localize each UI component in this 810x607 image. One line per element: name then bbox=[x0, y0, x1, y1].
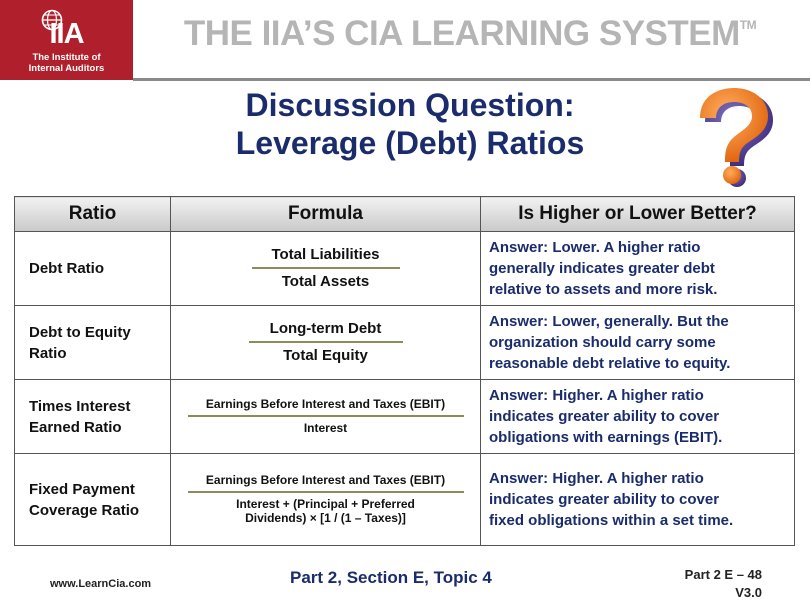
denominator-line: Dividends) × [1 / (1 – Taxes)] bbox=[245, 510, 406, 525]
page-number: Part 2 E – 48 bbox=[684, 567, 762, 582]
slide-title bbox=[150, 86, 670, 162]
formula-times-interest-earned bbox=[171, 380, 481, 454]
fraction-bar bbox=[249, 341, 403, 343]
answer-line: organization should carry some bbox=[489, 334, 716, 351]
answer-line: obligations with earnings (EBIT). bbox=[489, 429, 723, 446]
version: V3.0 bbox=[735, 585, 762, 600]
answer-line: generally indicates greater debt bbox=[489, 260, 715, 277]
answer-line: reasonable debt relative to equity. bbox=[489, 355, 731, 372]
ratio-name-line: Ratio bbox=[29, 344, 67, 362]
denominator: Total Equity bbox=[283, 347, 368, 364]
fraction-bar bbox=[188, 415, 464, 417]
logo-line-2: Internal Auditors bbox=[28, 63, 105, 74]
header-ratio: Ratio bbox=[15, 197, 171, 232]
answer-fixed-payment-coverage bbox=[481, 454, 795, 546]
ratio-name-line: Fixed Payment bbox=[29, 480, 135, 498]
answer-line: Answer: Lower. A higher ratio bbox=[489, 239, 701, 256]
answer-debt-to-equity bbox=[481, 306, 795, 380]
fraction bbox=[188, 473, 464, 525]
header-rule bbox=[133, 78, 810, 81]
ratio-name-line: Earned Ratio bbox=[29, 418, 122, 436]
formula-debt-to-equity bbox=[171, 306, 481, 380]
fraction bbox=[188, 397, 464, 435]
ratio-name-line: Coverage Ratio bbox=[29, 501, 140, 519]
table-row bbox=[15, 232, 795, 306]
table-header-row bbox=[15, 197, 795, 232]
header-formula: Formula bbox=[171, 197, 481, 232]
answer-line: indicates greater ability to cover bbox=[489, 491, 720, 508]
logo-line-1: The Institute of bbox=[32, 52, 101, 63]
answer-line: Answer: Higher. A higher ratio bbox=[489, 387, 704, 404]
numerator: Earnings Before Interest and Taxes (EBIT) bbox=[205, 472, 446, 487]
answer-debt-ratio bbox=[481, 232, 795, 306]
footer-topic: Part 2, Section E, Topic 4 bbox=[290, 568, 492, 587]
header-better: Is Higher or Lower Better? bbox=[481, 197, 795, 232]
fraction bbox=[252, 246, 400, 290]
ratio-name-line: Times Interest bbox=[29, 397, 131, 415]
table-row bbox=[15, 454, 795, 546]
answer-line: Answer: Higher. A higher ratio bbox=[489, 470, 704, 487]
fraction-bar bbox=[188, 491, 464, 493]
answer-line: Answer: Lower, generally. But the bbox=[489, 313, 729, 330]
question-mark-icon bbox=[676, 82, 781, 190]
numerator: Total Liabilities bbox=[271, 246, 380, 263]
ratio-debt-ratio: Debt Ratio bbox=[15, 232, 171, 306]
iia-logo bbox=[0, 0, 133, 80]
footer-url[interactable]: www.LearnCia.com bbox=[50, 578, 152, 590]
logo-mark: IIA bbox=[49, 18, 84, 50]
ratio-debt-to-equity bbox=[15, 306, 171, 380]
denominator: Total Assets bbox=[281, 273, 370, 290]
numerator: Earnings Before Interest and Taxes (EBIT) bbox=[205, 396, 446, 411]
denominator: Interest bbox=[303, 420, 348, 435]
table-row bbox=[15, 306, 795, 380]
answer-line: fixed obligations within a set time. bbox=[489, 512, 734, 529]
formula-debt-ratio bbox=[171, 232, 481, 306]
trademark: TM bbox=[739, 18, 757, 32]
leverage-ratios-table bbox=[14, 196, 795, 546]
footer-page-info bbox=[685, 566, 762, 602]
ratio-fixed-payment-coverage bbox=[15, 454, 171, 546]
answer-times-interest-earned bbox=[481, 380, 795, 454]
header-title bbox=[180, 14, 760, 54]
slide-title-line-2: Leverage (Debt) Ratios bbox=[235, 125, 585, 161]
slide-title-line-1: Discussion Question: bbox=[245, 87, 575, 123]
answer-line: indicates greater ability to cover bbox=[489, 408, 720, 425]
numerator: Long-term Debt bbox=[269, 320, 382, 337]
table-row bbox=[15, 380, 795, 454]
denominator-line: Interest + (Principal + Preferred bbox=[236, 496, 415, 511]
ratio-name-line: Debt to Equity bbox=[29, 323, 131, 341]
header-title-text: THE IIA’S CIA LEARNING SYSTEM bbox=[183, 14, 740, 53]
fraction bbox=[249, 320, 403, 364]
ratio-times-interest-earned bbox=[15, 380, 171, 454]
fraction-bar bbox=[252, 267, 400, 269]
answer-line: relative to assets and more risk. bbox=[489, 281, 718, 298]
formula-fixed-payment-coverage bbox=[171, 454, 481, 546]
